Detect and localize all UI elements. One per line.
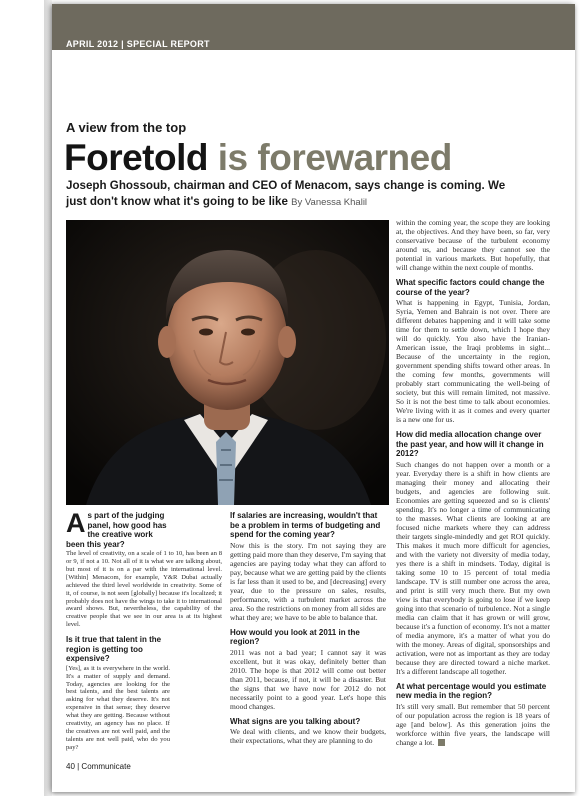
- section-label: APRIL 2012 | SPECIAL REPORT: [66, 39, 210, 49]
- page-spine-shadow: [44, 0, 52, 796]
- answer-8: [396, 702, 550, 747]
- portrait-illustration: [66, 220, 389, 505]
- question-6: What specific factors could change the course of the year?: [396, 278, 545, 297]
- answer-4: 2011 was not a bad year; I cannot say it was excellent, but it was okay, definitely better than 2010. The hope is that 2012 will come out better than 2011, because, if not, it will be a disaster. But the signs that we have now for 2012 do not necessarily point to a good year. Let's hope this mood changes.: [230, 647, 386, 711]
- question-1-text: s part of the judging panel, how good has the creative work been this year?: [66, 511, 167, 549]
- portrait-photo: [66, 220, 389, 505]
- question-4: How would you look at 2011 in the region?: [230, 627, 360, 646]
- answer-7: Such changes do not happen over a month or a year. Everyday there is a shift in how clients are managing their money and allocating their budgets, and agencies are following suit. Economies are getting squeezed and so is clients' spending. It's no longer a time of communicating to the masses. What clients are looking at are focused niche markets where they can address their targets single-mindedly and get ROI quickly. This makes it much more difficult for agencies, and with the variety not diversity of media today, yes there is a shift in mindsets. Today, digital is taking some 10 to 15 percent of total media landscape. TV is still number one across the area, and print is still very much there. But my own view is that everybody is going to lose if we keep going into that scenario of turbulence. Not a single media can claim that it has grown or will grow, because it's a function of economy. It's not a matter of media anymore, it's a matter of what you do with the money. Areas of digital, sponsorships and activation, were not as important as they are today because they are directed toward a niche market. It's a different landscape all together.: [396, 459, 550, 676]
- article-kicker: A view from the top: [66, 120, 187, 135]
- answer-5-continued: within the coming year, the scope they are looking at, the objectives. And they have been, so far, very conservative because of the turbulent economy around us, and because they cannot see the potential in various markets. But hopefully, that will change within the next couple of months.: [396, 218, 550, 272]
- question-7: How did media allocation change over the past year, and how will it change in 2012?: [396, 430, 544, 458]
- answer-2: [Yes], as it is everywhere in the world. It's a matter of supply and demand. Today, agencies are looking for the best talents, and the best talents are asking for what they deserve. It's not expensive in that sense; they deserve what they are getting. Because without creativity, an agency has no place. If the creatives are not well paid, and the talents are not well paid, who do you pay?: [66, 664, 170, 751]
- text-column-2: [230, 511, 386, 751]
- question-8: At what percentage would you estimate new media in the region?: [396, 681, 547, 700]
- text-column-1: [66, 508, 222, 758]
- answer-8-text: It's still very small. But remember that 50 percent of our population across the region is 18 years of age [and below]. As this generation joins the workforce within five years, the landscape will change a lot.: [396, 701, 550, 747]
- question-3: If salaries are increasing, wouldn't that be a problem in terms of budgeting and spend for the coming year?: [230, 511, 381, 539]
- article-headline: [64, 138, 452, 178]
- page-footer: 40 | Communicate: [66, 762, 131, 771]
- article-deck: [66, 178, 526, 211]
- drop-cap: A: [66, 508, 86, 538]
- end-mark-icon: [438, 739, 445, 746]
- deck-text: Joseph Ghossoub, chairman and CEO of Menacom, says change is coming. We just don't know what it's going to be like: [66, 179, 506, 208]
- question-5: What signs are you talking about?: [230, 716, 361, 726]
- answer-6: What is happening in Egypt, Tunisia, Jordan, Syria, Yemen and Bahrain is not over. There are different debates happening and it will take some time for them to settle down, which I hope they will do quickly. You also have the Iranian-American issue, the Iraqi problems in sight... Because of the uncertainty in the region, government spending shifts toward other areas. In the coming few months, governments will probably start communicating the well-being of society, but this will remain limited, not massive. So it is not the best time to talk about economies. We're living with it as it comes and every quarter is a new one for us.: [396, 298, 550, 424]
- headline-part-1: Foretold: [64, 137, 208, 178]
- answer-5-start: We deal with clients, and we know their budgets, their expectations, what they are planning to do: [230, 727, 386, 745]
- headline-part-2: is forewarned: [217, 137, 452, 178]
- text-column-3: [396, 218, 550, 753]
- question-2: Is it true that talent in the region is getting too expensive?: [66, 635, 162, 664]
- answer-1: The level of creativity, on a scale of 1 to 10, has been an 8 or 9, if not a 10. Not all of it is what we are talking about, but most of it is on a par with the international level. [Within] Menacom, for example, Y&R Dubai actually achieved the third level worldwide in creativity. Some of it, of course, is not seen [globally] because it's localized; it probably does not have the wings to take it to international award shows. But, nevertheless, the capability of the creative people that we see in our area is at its highest level.: [66, 550, 222, 629]
- answer-3: Now this is the story. I'm not saying they are getting paid more than they deserve, I'm saying that agencies are paying today what they can afford to pay, because what we are getting paid by the clients is far less than it used to be, and [decreasing] every year, due to the pressure on sales, results, performance, with a turbulent market across the area. So the restrictions on money from all sides are what they are; we have to be able to balance that.: [230, 540, 386, 622]
- byline: By Vanessa Khalil: [291, 197, 368, 208]
- question-1: [66, 508, 170, 549]
